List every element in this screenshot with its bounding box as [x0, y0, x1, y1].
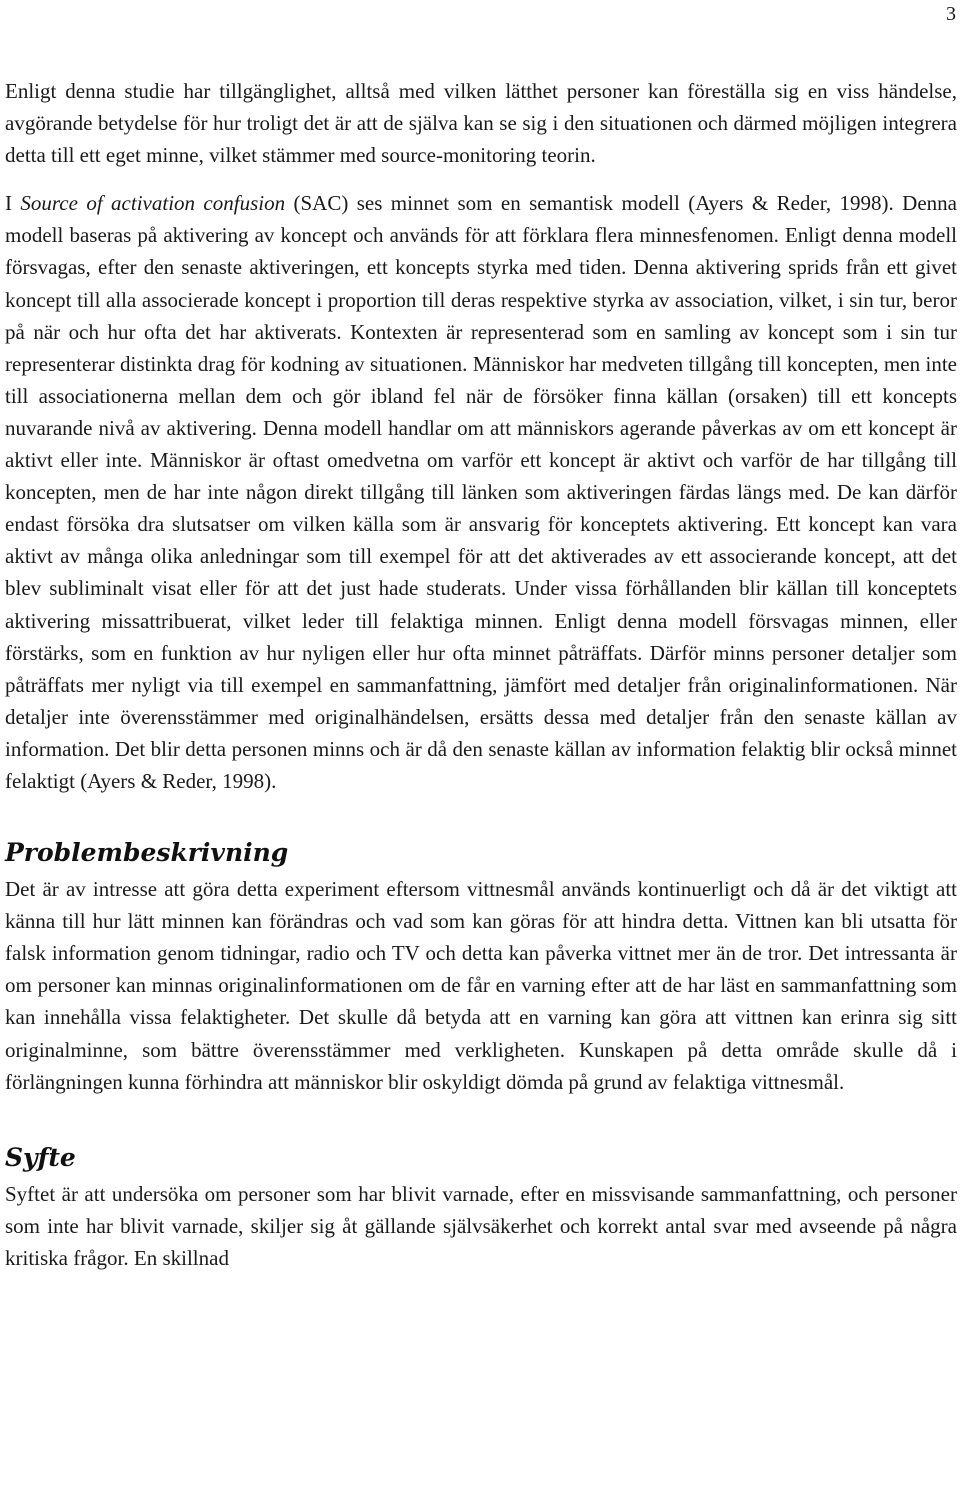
heading-problembeskrivning: Problembeskrivning — [5, 838, 289, 868]
sac-body: (SAC) ses minnet som en semantisk modell (Ayers & Reder, 1998). Denna modell baseras på aktivering av koncept och används för att förklara flera minnesfenomen. Enligt denna modell försvagas, efter den senaste aktiveringen, ett koncepts styrka med tiden. Denna aktivering sprids från ett givet koncept till alla associerade koncept i proportion till deras respektive styrka av association, vilket, i sin tur, beror på när och hur ofta det har aktiverats. Kontexten är representerad som en samling av koncept som i sin tur representerar distinkta drag för kodning av situationen. Människor har medveten tillgång till koncepten, men inte till associationerna mellan dem och gör ibland fel när de försöker finna källan (orsaken) till ett koncepts nuvarande nivå av aktivering. Denna modell handlar om att människors agerande påverkas av om ett koncept är aktivt eller inte. Människor är oftast omedvetna om varför ett koncept är aktivt och varför de har tillgång till koncepten, men de har inte någon direkt tillgång till länken som aktiveringen färdas längs med. De kan därför endast försöka dra slutsatser om vilken källa som är ansvarig för konceptets aktivering. Ett koncept kan vara aktivt av många olika anledningar som till exempel för att det aktiverades av ett associerande koncept, att det blev subliminalt visat eller för att det just hade studerats. Under vissa förhållanden blir källan till konceptets aktivering missattribuerat, vilket leder till felaktiga minnen. Enligt denna modell försvagas minnen, eller förstärks, som en funktion av hur nyligen eller hur ofta minnet påträffats. Därför minns personer detaljer som påträffats mer nyligt via till exempel en sammanfattning, jämfört med detaljer från originalinformationen. När detaljer inte överensstämmer med originalhändelsen, ersätts dessa med detaljer från den senaste källan av information. Det blir detta personen minns och är då den senaste källan av information felaktig blir också minnet felaktigt (Ayers & Reder, 1998). — [5, 191, 957, 793]
page-number: 3 — [946, 3, 956, 25]
paragraph-sac — [5, 187, 957, 797]
sac-term: Source of activation confusion — [20, 191, 286, 216]
sac-prefix: I — [5, 191, 21, 216]
heading-syfte: Syfte — [5, 1142, 76, 1172]
paragraph-problem: Det är av intresse att göra detta experiment eftersom vittnesmål används kontinuerligt och då är det viktigt att känna till hur lätt minnen kan förändras och vad som kan göras för att hindra detta. Vittnen kan bli utsatta för falsk information genom tidningar, radio och TV och detta kan påverka vittnet mer än de tror. Det intressanta är om personer kan minnas originalinformationen om de får en varning efter att de har läst en sammanfattning som kan innehålla vissa felaktigheter. Det skulle då betyda att en varning kan göra att vittnen kan erinra sig sitt originalminne, som bättre överensstämmer med verkligheten. Kunskapen på detta område skulle då i förlängningen kunna förhindra att människor blir oskyldigt dömda på grund av felaktiga vittnesmål. — [5, 877, 957, 1094]
paragraph-intro: Enligt denna studie har tillgänglighet, alltså med vilken lätthet personer kan föreställa sig en viss händelse, avgörande betydelse för hur troligt det är att de själva kan se sig i den situationen och därmed möjligen integrera detta till ett eget minne, vilket stämmer med source-monitoring teorin. — [5, 79, 957, 168]
document-body — [5, 75, 957, 1274]
paragraph-syfte: Syftet är att undersöka om personer som har blivit varnade, efter en missvisande sammanfattning, och personer som inte har blivit varnade, skiljer sig åt gällande självsäkerhet och korrekt antal svar med avseende på några kritiska frågor. En skillnad — [5, 1181, 957, 1270]
